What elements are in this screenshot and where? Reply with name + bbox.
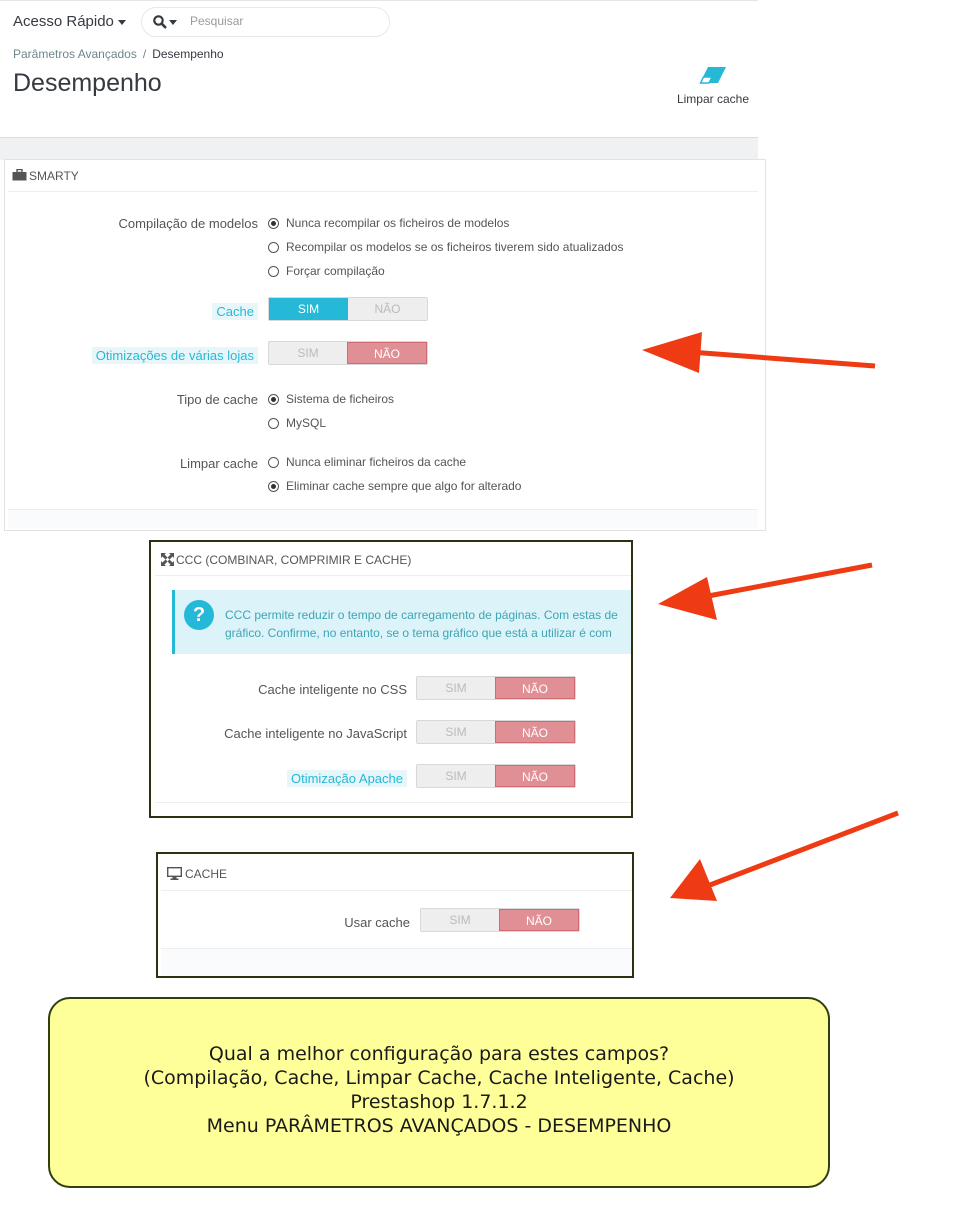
page-title: Desempenho [13,69,162,97]
clear-cache-option-always[interactable]: Eliminar cache sempre que algo for alterado [268,479,521,493]
compilation-option-never[interactable]: Nunca recompilar os ficheiros de modelos [268,216,509,230]
arrow-icon [670,813,898,901]
apache-label: Otimização Apache [287,770,407,787]
switch-yes[interactable]: SIM [269,298,348,320]
note-line-3: Prestashop 1.7.1.2 [350,1091,528,1113]
help-question-icon: ? [184,600,214,630]
ccc-info-line2: gráfico. Confirme, no entanto, se o tema gráfico que está a utilizar é com [225,626,612,640]
switch-yes[interactable]: SIM [421,909,499,931]
arrow-icon [642,332,875,373]
note-line-2: (Compilação, Cache, Limpar Cache, Cache Inteligente, Cache) [143,1067,735,1089]
clear-cache-option-never[interactable]: Nunca eliminar ficheiros da cache [268,455,466,469]
quick-access-label: Acesso Rápido [13,13,114,30]
cache-title: CACHE [185,867,228,881]
cache-type-option-filesystem[interactable]: Sistema de ficheiros [268,392,394,406]
smarty-title: SMARTY [29,169,79,183]
use-cache-label: Usar cache [344,915,410,930]
switch-no[interactable]: NÃO [495,765,575,787]
question-note [48,997,830,1188]
cache-type-option-mysql[interactable]: MySQL [268,416,326,430]
switch-no[interactable]: NÃO [348,298,427,320]
switch-no[interactable]: NÃO [495,677,575,699]
compilation-label: Compilação de modelos [118,216,258,231]
note-line-4: Menu PARÂMETROS AVANÇADOS - DESEMPENHO [206,1115,672,1137]
ccc-info-line1: CCC permite reduzir o tempo de carregamento de páginas. Com estas de [225,608,618,622]
css-cache-label: Cache inteligente no CSS [258,682,407,697]
breadcrumb-current: Desempenho [152,47,224,61]
switch-yes[interactable]: SIM [269,342,347,364]
compilation-option-updated[interactable]: Recompilar os modelos se os ficheiros tiverem sido atualizados [268,240,623,254]
cache-label: Cache [212,303,258,320]
cache-type-label: Tipo de cache [176,392,258,407]
multistore-label: Otimizações de várias lojas [92,347,258,364]
clear-cache-field-label: Limpar cache [179,456,258,471]
switch-no[interactable]: NÃO [347,342,427,364]
clear-cache-label: Limpar cache [676,92,750,106]
switch-yes[interactable]: SIM [417,765,495,787]
arrow-icon [658,565,872,620]
js-cache-label: Cache inteligente no JavaScript [224,726,407,741]
ccc-title: CCC (COMBINAR, COMPRIMIR E CACHE) [176,553,412,567]
note-line-1: Qual a melhor configuração para estes campos? [208,1043,670,1065]
compilation-option-force[interactable]: Forçar compilação [268,264,385,278]
switch-yes[interactable]: SIM [417,721,495,743]
breadcrumb-separator: / [142,47,147,61]
switch-yes[interactable]: SIM [417,677,495,699]
switch-no[interactable]: NÃO [495,721,575,743]
breadcrumb-parent[interactable]: Parâmetros Avançados [13,47,137,61]
switch-no[interactable]: NÃO [499,909,579,931]
